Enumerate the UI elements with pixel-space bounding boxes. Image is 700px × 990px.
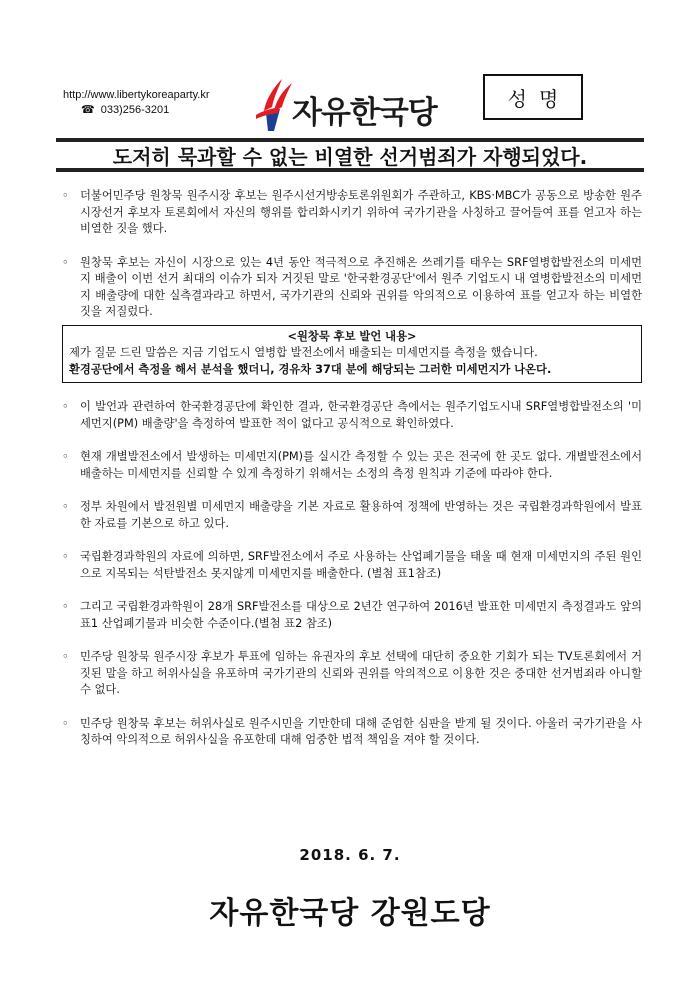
logo-text: 자유한국당 bbox=[292, 95, 437, 131]
contact-info bbox=[63, 88, 210, 118]
statement-date: 2018. 6. 7. bbox=[299, 846, 401, 864]
paragraph: 민주당 원창묵 후보는 허위사실로 원주시민을 기만한데 대해 준엄한 심판을 받게 될 것이다. 아울러 국가기관을 사칭하여 악의적으로 허위사실을 유포한데 대해 엄중한 법적 책임을 져야 할 것이다. bbox=[80, 716, 642, 746]
bullet: ◦ bbox=[62, 450, 69, 463]
bullet: ◦ bbox=[62, 189, 69, 202]
paragraph: 원창묵 후보는 자신이 시장으로 있는 4년 동안 적극적으로 추진해온 쓰레기를 태우는 SRF열병합발전소의 미세먼지 배출이 이번 선거 최대의 이슈가 되자 거짓된 말로 '한국환경공단'에서 원주 기업도시 내 열병합발전소의 미세먼지 배출량에 대한 실측결과라고 하면서, 국가기관의 신뢰와 권위를 악의적으로 이용하여 표를 얻고자 하는 비열한 짓을 저질렀다. bbox=[80, 255, 642, 318]
phone-row bbox=[81, 103, 210, 118]
phone-number: 033)256-3201 bbox=[100, 104, 170, 116]
bullet: ◦ bbox=[62, 550, 69, 563]
list-item bbox=[62, 255, 642, 321]
bullet: ◦ bbox=[62, 716, 69, 730]
paragraph: 정부 차원에서 발전원별 미세먼지 배출량을 기본 자료로 활용하여 정책에 반영하는 것은 국립환경과학원에서 발표한 자료를 기본으로 하고 있다. bbox=[80, 500, 642, 530]
paragraph: 이 발언과 관련하여 한국환경공단에 확인한 결과, 한국환경공단 측에서는 원주기업도시내 SRF열병합발전소의 '미세먼지(PM) 배출량'을 측정하여 발표한 적이 없다고 공식적으로 확인하였다. bbox=[80, 400, 642, 430]
quote-line: 제가 질문 드린 말씀은 지금 기업도시 열병합 발전소에서 배출되는 미세먼지를 측정을 했습니다. bbox=[69, 346, 538, 359]
bullet: ◦ bbox=[62, 255, 69, 269]
bullet: ◦ bbox=[62, 500, 69, 513]
quote-box bbox=[62, 325, 642, 384]
statement-body bbox=[62, 188, 642, 766]
statement-label-box: 성명 bbox=[483, 74, 583, 120]
website-url: http://www.libertykoreaparty.kr bbox=[63, 89, 210, 101]
list-item bbox=[62, 499, 642, 532]
issuing-organization: 자유한국당 강원도당 bbox=[209, 896, 491, 931]
list-item bbox=[62, 599, 642, 632]
quote-title: <원창묵 후보 발언 내용> bbox=[287, 329, 417, 343]
paragraph: 현재 개별발전소에서 발생하는 미세먼지(PM)를 실시간 측정할 수 있는 곳은 전국에 한 곳도 없다. 개별발전소에서 배출하는 미세먼지를 신뢰할 수 있게 측정하기 위해서는 소정의 측정 원칙과 기준에 따라야 한다. bbox=[80, 450, 642, 480]
bullet: ◦ bbox=[62, 650, 69, 663]
bullet: ◦ bbox=[62, 400, 69, 413]
letterhead bbox=[0, 0, 700, 135]
list-item bbox=[62, 549, 642, 582]
party-logo bbox=[252, 77, 462, 132]
list-item bbox=[62, 716, 642, 749]
quote-line-bold: 환경공단에서 측정을 해서 분석을 했더니, 경유차 37대 분에 해당되는 그러한 미세먼지가 나온다. bbox=[69, 362, 552, 376]
list-item bbox=[62, 649, 642, 699]
list-item bbox=[62, 449, 642, 482]
bullet: ◦ bbox=[62, 600, 69, 613]
paragraph: 국립환경과학원의 자료에 의하면, SRF발전소에서 주로 사용하는 산업폐기물을 태울 때 현재 미세먼지의 주된 원인으로 지목되는 석탄발전소 못지않게 미세먼지를 배출한다. (별첨 표1참조) bbox=[80, 550, 642, 580]
phone-icon: ☎ bbox=[81, 104, 95, 116]
paragraph: 더불어민주당 원창묵 원주시장 후보는 원주시선거방송토론위원회가 주관하고, KBS·MBC가 공동으로 방송한 원주시장선거 후보자 토론회에서 자신의 행위를 합리화시키기 위하여 국가기관을 사칭하고 끌어들여 표를 얻고자 하는 비열한 짓을 했다. bbox=[80, 189, 642, 235]
list-item bbox=[62, 399, 642, 432]
list-item bbox=[62, 188, 642, 238]
headline: 도저히 묵과할 수 없는 비열한 선거범죄가 자행되었다. bbox=[56, 138, 644, 172]
paragraph: 그리고 국립환경과학원이 28개 SRF발전소를 대상으로 2년간 연구하여 2016년 발표한 미세먼지 측정결과도 앞의 표1 산업폐기물과 비슷한 수준이다.(별첨 표2 참조) bbox=[80, 600, 642, 630]
paragraph: 민주당 원창묵 원주시장 후보가 투표에 임하는 유권자의 후보 선택에 대단히 중요한 기회가 되는 TV토론회에서 거짓된 말을 하고 허위사실을 유포하며 국가기관의 신뢰와 권위를 악의적으로 이용한 것은 중대한 선거범죄라 아니할 수 없다. bbox=[80, 650, 642, 696]
